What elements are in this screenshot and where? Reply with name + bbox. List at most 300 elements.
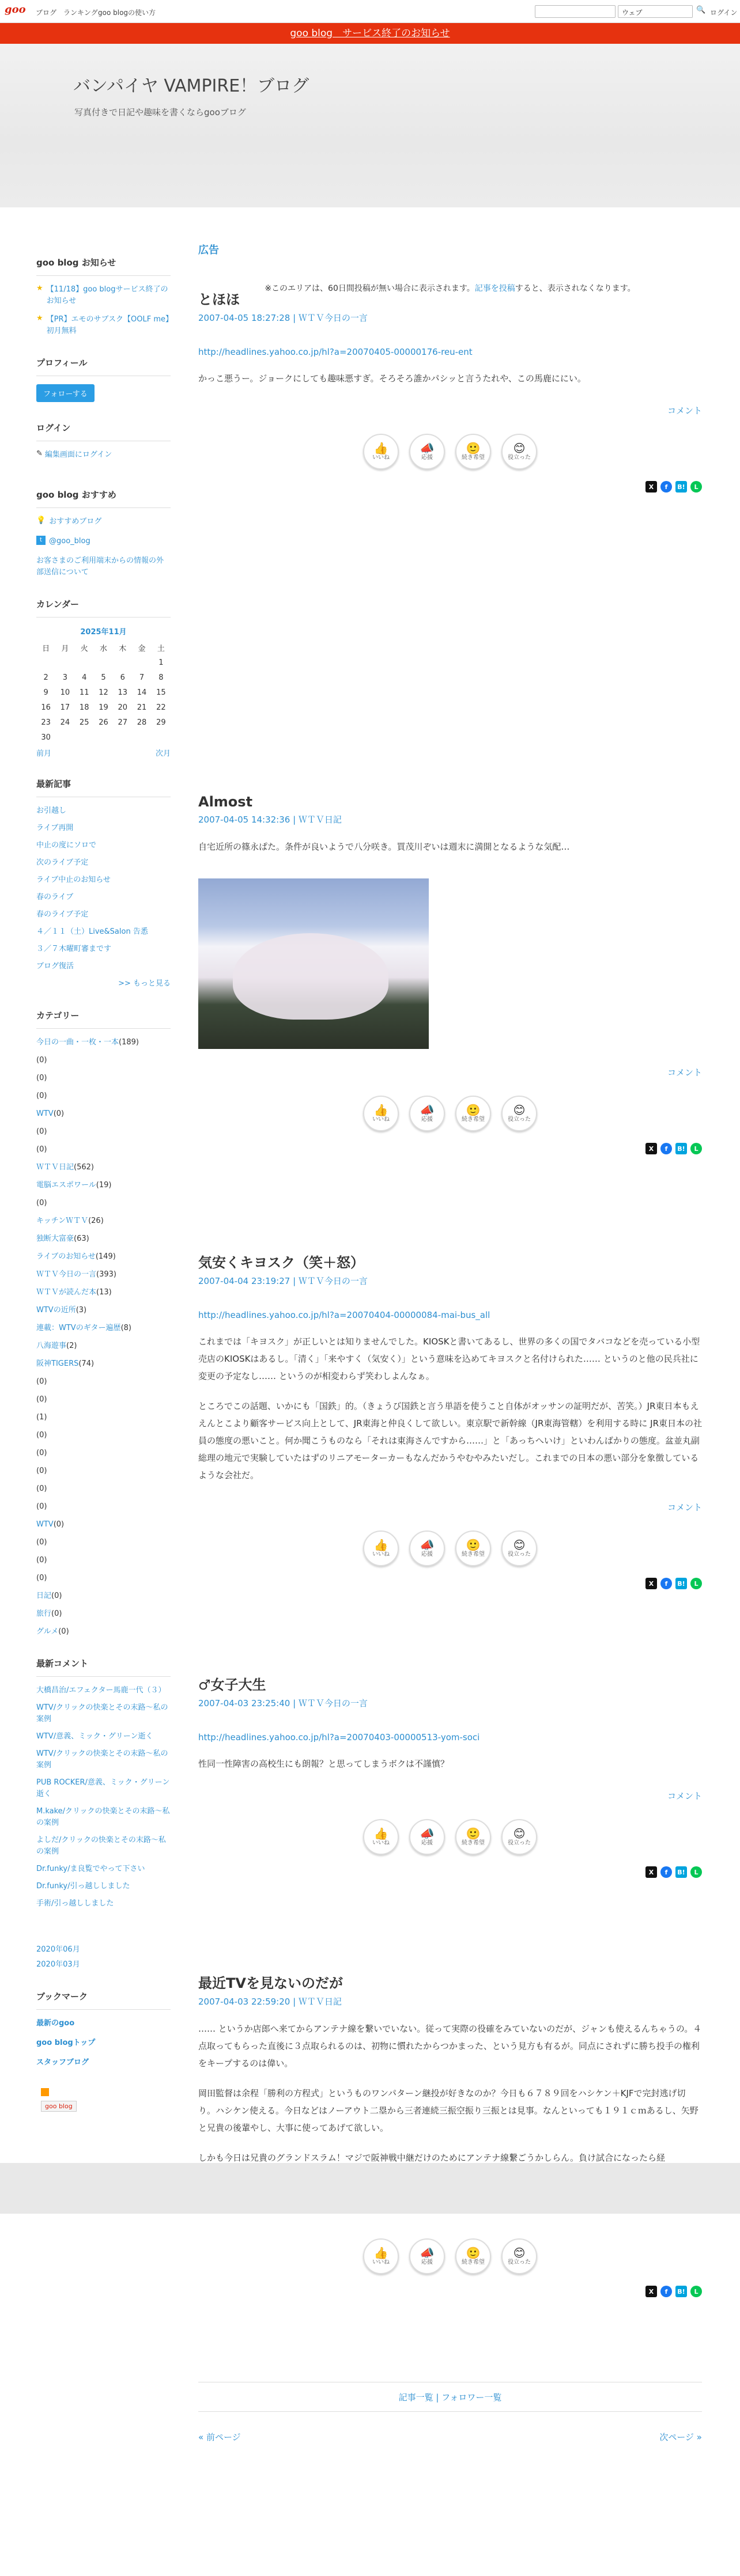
overlay-band bbox=[0, 2163, 740, 2214]
comment-link[interactable]: コメント bbox=[667, 1791, 702, 1801]
post-body: ところでこの話題、いかにも「国鉄」的。（きょうび国鉄と言う単語を使うこと自体がオッサンの証明だが、苦笑。）JR東日本もええんとこより顧客サービス向上として、JR東海と仲良くして欲しい。東京駅で新幹線（JR東海管轄）を利用する時に JR東日本の社員の態度の悪いこと。何か聞こうものなら「それは東海さんですから……」と「あっちへいけ」といわんばかりの態度。盆並丸副総理の地元で実験していたはずのリニアモーターカーもなんだかうやむやみたいだし。これまでの日本の悪い部分を象徴しているような会社だ。 bbox=[198, 1401, 703, 1480]
category-item[interactable] bbox=[36, 1144, 171, 1156]
post-meta[interactable]: 2007-04-05 18:27:28 | ＷＴＶ今日の一言 bbox=[198, 313, 368, 323]
calendar-day[interactable]: 24 bbox=[60, 718, 70, 727]
recommend-blog-link[interactable]: おすすめブログ bbox=[49, 517, 102, 526]
calendar-day[interactable]: 14 bbox=[137, 688, 147, 697]
bookmark-link[interactable]: goo blogトップ bbox=[36, 2039, 96, 2047]
calendar-table: 日 月 火 水 木 金 土 1 2 3 4 5 6 7 8 9 10 11 12 13 14 15 16 17 18 19 20 21 22 23 24 25 26 27 28 29 30 bbox=[36, 640, 171, 745]
blog-title[interactable]: バンパイヤ VAMPIRE！ブログ bbox=[73, 76, 309, 96]
comment-link[interactable]: PUB ROCKER/意義、ミック・グリーン逝く bbox=[36, 1778, 170, 1798]
reaction-icon: 👍 bbox=[373, 1538, 388, 1552]
bottom-links bbox=[198, 2382, 702, 2412]
reaction-label: いいね bbox=[372, 454, 390, 461]
calendar-next-link[interactable]: 次月 bbox=[155, 749, 171, 758]
reaction-icon: 🙂 bbox=[466, 2246, 481, 2260]
hatena-share-icon[interactable]: B! bbox=[675, 2286, 687, 2297]
post-url[interactable]: http://headlines.yahoo.co.jp/hl?a=20070403-00000513-yom-soci bbox=[198, 1732, 480, 1742]
reaction-label: 役立った bbox=[508, 1840, 531, 1846]
article-list-link[interactable]: 記事一覧 | フォロワー一覧 bbox=[398, 2392, 502, 2403]
post-url[interactable]: http://headlines.yahoo.co.jp/hl?a=20070405-00000176-reu-ent bbox=[198, 347, 473, 357]
reaction-button[interactable] bbox=[409, 1531, 445, 1566]
reaction-button[interactable] bbox=[501, 434, 537, 469]
category-item[interactable] bbox=[36, 1483, 171, 1495]
category-count: (0) bbox=[36, 1467, 47, 1475]
post-body: 自宅近所の篠永ぱた。条件が良いようで八分咲き。買茂川ぞいは週末に満開となるような気配… bbox=[198, 842, 570, 852]
x-share-icon[interactable]: X bbox=[645, 1866, 657, 1878]
category-item[interactable] bbox=[36, 1323, 171, 1334]
category-section bbox=[36, 1009, 171, 1638]
reaction-icon: 👍 bbox=[373, 441, 388, 455]
calendar-day[interactable]: 17 bbox=[60, 703, 70, 712]
post-title[interactable]: 最近TVを見ないのだが bbox=[198, 1975, 343, 1991]
archive-section bbox=[36, 1944, 171, 1971]
sidebar-heading: 最新記事 bbox=[36, 778, 171, 797]
star-icon: ★ bbox=[36, 314, 43, 323]
post-title[interactable]: ♂女子大生 bbox=[198, 1677, 266, 1693]
category-count: (19) bbox=[96, 1181, 112, 1189]
calendar-day[interactable]: 18 bbox=[79, 703, 89, 712]
category-item[interactable] bbox=[36, 1519, 171, 1531]
reaction-button[interactable] bbox=[409, 1819, 445, 1855]
post bbox=[198, 1972, 702, 2163]
category-count: (0) bbox=[36, 1484, 47, 1493]
category-link[interactable]: ＷＴＶ今日の一言 bbox=[36, 1270, 97, 1279]
calendar-section bbox=[36, 598, 171, 758]
recent-post-link[interactable]: ブログ復活 bbox=[36, 962, 74, 971]
news-item[interactable]: 【PR】エモのサブスク【OOLF me】初月無料 bbox=[46, 315, 169, 335]
calendar-day[interactable]: 5 bbox=[101, 673, 106, 682]
reaction-label: いいね bbox=[372, 1116, 390, 1123]
reaction-label: 役立った bbox=[508, 1551, 531, 1558]
calendar-day[interactable] bbox=[94, 730, 113, 745]
category-link[interactable]: WTV bbox=[36, 1109, 54, 1118]
reaction-button[interactable] bbox=[409, 2238, 445, 2274]
comment-link[interactable]: Dr.funky/引っ越ししました bbox=[36, 1882, 130, 1891]
reaction-label: 役立った bbox=[508, 454, 531, 461]
search-engine-select[interactable]: ウェブ bbox=[618, 5, 693, 18]
category-count: (0) bbox=[36, 1574, 47, 1582]
calendar-day[interactable]: 22 bbox=[156, 703, 166, 712]
comment-link[interactable]: 大橋昌治/エフェクター馬鹿一代（３） bbox=[36, 1686, 166, 1695]
calendar-day[interactable]: 21 bbox=[137, 703, 147, 712]
recent-post-link[interactable]: 中止の度にソロで bbox=[36, 841, 97, 850]
category-item[interactable] bbox=[36, 1501, 171, 1513]
category-count: (0) bbox=[36, 1056, 47, 1065]
calendar-day[interactable]: 30 bbox=[41, 733, 51, 742]
category-item[interactable] bbox=[36, 1340, 171, 1352]
next-page-link[interactable]: 次ページ » bbox=[659, 2432, 702, 2442]
calendar-day[interactable]: 16 bbox=[41, 703, 51, 712]
reaction-button[interactable] bbox=[363, 2238, 399, 2274]
reaction-button[interactable] bbox=[501, 1531, 537, 1566]
calendar-day[interactable]: 10 bbox=[60, 688, 70, 697]
recent-post-link[interactable]: 春のライブ bbox=[36, 893, 74, 901]
twitter-icon: t bbox=[36, 536, 46, 545]
category-item[interactable] bbox=[36, 1394, 171, 1406]
recent-post-link[interactable]: ライブ中止のお知らせ bbox=[36, 876, 111, 884]
category-count: (0) bbox=[53, 1520, 65, 1529]
reaction-label: 応援 bbox=[421, 454, 433, 461]
recent-posts-section bbox=[36, 778, 171, 990]
comment-link[interactable]: 手術/引っ越ししました bbox=[36, 1899, 114, 1908]
category-link[interactable]: 旅行 bbox=[36, 1609, 52, 1618]
category-link[interactable]: 独断大富豪 bbox=[36, 1234, 74, 1243]
category-item[interactable] bbox=[36, 1626, 171, 1638]
calendar-day[interactable]: 7 bbox=[139, 673, 145, 682]
reaction-bar bbox=[198, 1819, 702, 1855]
line-share-icon[interactable]: L bbox=[690, 1578, 702, 1589]
service-notice-banner bbox=[0, 23, 740, 44]
sidebar-heading: カレンダー bbox=[36, 598, 171, 618]
calendar-day[interactable] bbox=[55, 655, 74, 670]
comment-link[interactable]: コメント bbox=[667, 406, 702, 416]
reaction-icon: 📣 bbox=[420, 1827, 435, 1840]
more-posts-link[interactable]: >> もっと見る bbox=[118, 979, 171, 988]
reaction-button[interactable] bbox=[501, 1096, 537, 1131]
reaction-bar bbox=[198, 434, 702, 469]
archive-link[interactable]: 2020年06月 bbox=[36, 1945, 80, 1954]
service-notice-link[interactable]: goo blog サービス終了のお知らせ bbox=[290, 28, 450, 39]
share-bar bbox=[198, 1578, 702, 1589]
calendar-day[interactable] bbox=[113, 655, 132, 670]
category-count: (0) bbox=[36, 1449, 47, 1457]
reaction-icon: 😊 bbox=[513, 1827, 526, 1840]
post-body: 性同一性障害の高校生にも朗報？と思ってしまうボクは不謹慎？ bbox=[198, 1759, 450, 1769]
hatena-share-icon[interactable]: B! bbox=[675, 1143, 687, 1154]
category-link[interactable]: WTVの近所 bbox=[36, 1306, 76, 1314]
calendar-month: 2025年11月 bbox=[80, 628, 127, 637]
calendar-day[interactable]: 6 bbox=[120, 673, 125, 682]
reaction-button[interactable] bbox=[363, 434, 399, 469]
goo-logo[interactable]: goo bbox=[5, 3, 26, 16]
reaction-label: いいね bbox=[372, 1551, 390, 1558]
calendar-day[interactable] bbox=[75, 730, 94, 745]
category-item[interactable] bbox=[36, 1233, 171, 1245]
category-link[interactable]: 電脳エスポワール bbox=[36, 1181, 96, 1189]
post-meta[interactable]: 2007-04-03 23:25:40 | ＷＴＶ今日の一言 bbox=[198, 1698, 368, 1709]
reaction-label: 応援 bbox=[421, 1116, 433, 1123]
category-item[interactable] bbox=[36, 1412, 171, 1423]
x-share-icon[interactable]: X bbox=[645, 2286, 657, 2297]
category-item[interactable] bbox=[36, 1305, 171, 1316]
comment-link[interactable]: よしだ/クリックの快楽とその末路〜私の案例 bbox=[36, 1836, 166, 1856]
calendar-day[interactable]: 19 bbox=[99, 703, 108, 712]
post-title[interactable]: Almost bbox=[198, 794, 253, 810]
recent-post-link[interactable]: ライブ再開 bbox=[36, 824, 74, 832]
category-link[interactable]: ＷＴＶが読んだ本 bbox=[36, 1288, 97, 1297]
category-link[interactable]: 日記 bbox=[36, 1592, 52, 1600]
calendar-prev-link[interactable]: 前月 bbox=[36, 749, 52, 758]
category-item[interactable] bbox=[36, 1608, 171, 1620]
reaction-button[interactable] bbox=[455, 1096, 491, 1131]
reaction-button[interactable] bbox=[409, 434, 445, 469]
category-item[interactable] bbox=[36, 1108, 171, 1120]
calendar-day[interactable] bbox=[132, 730, 151, 745]
category-count: (0) bbox=[36, 1556, 47, 1564]
reaction-icon: 🙂 bbox=[466, 1103, 481, 1117]
reaction-icon: 👍 bbox=[373, 2246, 388, 2260]
hatena-share-icon[interactable]: B! bbox=[675, 1578, 687, 1589]
calendar-day[interactable]: 20 bbox=[118, 703, 128, 712]
external-info-link[interactable]: お客さまのご利用端末からの情報の外部送信について bbox=[36, 556, 164, 577]
nav-ranking-link[interactable]: ランキング bbox=[63, 9, 98, 17]
category-count: (562) bbox=[74, 1163, 94, 1172]
category-item[interactable] bbox=[36, 1358, 171, 1370]
sidebar-heading: プロフィール bbox=[36, 357, 171, 376]
archive-link[interactable]: 2020年03月 bbox=[36, 1960, 80, 1969]
calendar-day[interactable]: 13 bbox=[118, 688, 128, 697]
line-share-icon[interactable]: L bbox=[690, 481, 702, 493]
category-count: (0) bbox=[36, 1127, 47, 1136]
hatena-share-icon[interactable]: B! bbox=[675, 1866, 687, 1878]
reaction-icon: 👍 bbox=[373, 1103, 388, 1117]
category-link[interactable]: グルメ bbox=[36, 1627, 59, 1636]
reaction-label: 応援 bbox=[421, 2259, 433, 2266]
hatena-share-icon[interactable]: B! bbox=[675, 481, 687, 493]
reaction-label: 応援 bbox=[421, 1840, 433, 1846]
post-body: …… というか店郎へ来てからアンテナ線を繋いでいない。従って実際の役確をみていないのだが、ジャンも使えるんちゃうの。４点取ってもらった直後に３点取られるのは、初物に慣れたからつかまった、という見方も有るが。同点にされずに勝ち投手の権利をキープするのは偉い。 bbox=[198, 2024, 702, 2069]
category-count: (0) bbox=[36, 1199, 47, 1207]
calendar-day[interactable]: 25 bbox=[79, 718, 89, 727]
reaction-button[interactable] bbox=[455, 1819, 491, 1855]
category-count: (0) bbox=[51, 1592, 62, 1600]
category-link[interactable]: 阪神TIGERS bbox=[36, 1359, 79, 1368]
category-count: (74) bbox=[78, 1359, 95, 1368]
category-link[interactable]: 連載：WTVのギター遍歴 bbox=[36, 1324, 121, 1332]
comment-link[interactable]: コメント bbox=[667, 1502, 702, 1513]
category-item[interactable] bbox=[36, 1180, 171, 1191]
x-share-icon[interactable]: X bbox=[645, 481, 657, 493]
calendar-day[interactable]: 12 bbox=[99, 688, 108, 697]
category-count: (0) bbox=[36, 1431, 47, 1439]
facebook-share-icon[interactable]: f bbox=[660, 1578, 672, 1589]
post bbox=[198, 1251, 702, 1589]
goo-blog-twitter-link[interactable]: @goo_blog bbox=[49, 537, 90, 545]
prev-page-link[interactable]: « 前ページ bbox=[198, 2432, 241, 2442]
category-count: (0) bbox=[36, 1377, 47, 1386]
calendar-day[interactable] bbox=[152, 730, 171, 745]
calendar-day[interactable]: 15 bbox=[156, 688, 166, 697]
reaction-button[interactable] bbox=[363, 1819, 399, 1855]
category-link[interactable]: ライブのお知らせ bbox=[36, 1252, 96, 1261]
calendar-day[interactable] bbox=[113, 730, 132, 745]
comment-link[interactable]: WTV/意義、ミック・グリーン逝く bbox=[36, 1732, 153, 1741]
follow-button[interactable]: フォローする bbox=[36, 384, 95, 402]
category-item[interactable] bbox=[36, 1073, 171, 1084]
category-item[interactable] bbox=[36, 1537, 171, 1548]
reaction-button[interactable] bbox=[455, 434, 491, 469]
news-item[interactable]: 【11/18】goo blogサービス終了のお知らせ bbox=[46, 285, 168, 305]
calendar-day[interactable] bbox=[75, 655, 94, 670]
post bbox=[198, 794, 702, 1154]
category-link[interactable]: 八海遊事 bbox=[36, 1342, 67, 1350]
blog-header bbox=[0, 44, 740, 207]
edit-login-link[interactable]: 編集画面にログイン bbox=[44, 450, 112, 459]
share-bar bbox=[198, 2286, 702, 2297]
line-share-icon[interactable]: L bbox=[690, 1866, 702, 1878]
category-item[interactable] bbox=[36, 1590, 171, 1602]
post-meta[interactable]: 2007-04-04 23:19:27 | ＷＴＶ今日の一言 bbox=[198, 1276, 368, 1286]
post-meta[interactable]: 2007-04-05 14:32:36 | ＷＴＶ日記 bbox=[198, 815, 342, 825]
search-input[interactable] bbox=[535, 5, 616, 18]
category-count: (393) bbox=[96, 1270, 116, 1279]
reaction-label: 役立った bbox=[508, 1116, 531, 1123]
reaction-button[interactable] bbox=[455, 2238, 491, 2274]
top-bar bbox=[0, 0, 740, 23]
reaction-icon: 📣 bbox=[420, 1103, 435, 1117]
recent-post-link[interactable]: ４／１１（土）Live&Salon 告悉 bbox=[36, 927, 148, 936]
category-item[interactable] bbox=[36, 1037, 171, 1048]
category-item[interactable] bbox=[36, 1055, 171, 1066]
line-share-icon[interactable]: L bbox=[690, 2286, 702, 2297]
category-item[interactable] bbox=[36, 1126, 171, 1138]
line-share-icon[interactable]: L bbox=[690, 1143, 702, 1154]
calendar-day[interactable]: 3 bbox=[62, 673, 68, 682]
category-item[interactable] bbox=[36, 1376, 171, 1388]
category-item[interactable] bbox=[36, 1555, 171, 1566]
bookmark-link[interactable]: 最新のgoo bbox=[36, 2019, 75, 2028]
recent-post-link[interactable]: お引越し bbox=[36, 806, 67, 815]
reaction-button[interactable] bbox=[455, 1531, 491, 1566]
comment-link[interactable]: WTV/クリックの快楽とその末路〜私の案例 bbox=[36, 1703, 168, 1723]
category-count: (0) bbox=[36, 1074, 47, 1082]
reaction-button[interactable] bbox=[501, 2238, 537, 2274]
reaction-button[interactable] bbox=[363, 1531, 399, 1566]
category-count: (13) bbox=[96, 1288, 112, 1297]
comment-link[interactable]: WTV/クリックの快楽とその末路〜私の案例 bbox=[36, 1749, 168, 1770]
category-item[interactable] bbox=[36, 1573, 171, 1584]
rss-icon[interactable] bbox=[41, 2088, 49, 2096]
calendar-day[interactable]: 23 bbox=[41, 718, 51, 727]
post-footer bbox=[198, 2238, 702, 2297]
calendar-day[interactable]: 28 bbox=[137, 718, 147, 727]
post-meta[interactable]: 2007-04-03 22:59:20 | ＷＴＶ日記 bbox=[198, 1997, 342, 2007]
category-count: (2) bbox=[66, 1342, 77, 1350]
post-title[interactable]: とほほ bbox=[198, 291, 240, 308]
share-bar bbox=[198, 481, 702, 493]
category-item[interactable] bbox=[36, 1215, 171, 1227]
calendar-day[interactable]: 2 bbox=[43, 673, 48, 682]
category-item[interactable] bbox=[36, 1162, 171, 1173]
category-count: (26) bbox=[88, 1217, 104, 1225]
category-item[interactable] bbox=[36, 1448, 171, 1459]
pencil-icon: ✎ bbox=[36, 449, 43, 458]
recent-post-link[interactable]: ３／７木曜町審まです bbox=[36, 945, 112, 953]
category-count: (0) bbox=[36, 1502, 47, 1511]
nav-blog-link[interactable]: ブログ bbox=[36, 9, 57, 17]
category-link[interactable]: WTV bbox=[36, 1520, 54, 1529]
reaction-label: 続き希望 bbox=[462, 1840, 485, 1846]
calendar-day[interactable]: 29 bbox=[156, 718, 166, 727]
x-share-icon[interactable]: X bbox=[645, 1143, 657, 1154]
bookmark-link[interactable]: スタッフブログ bbox=[36, 2058, 89, 2067]
calendar-day[interactable]: 11 bbox=[79, 688, 89, 697]
category-item[interactable] bbox=[36, 1465, 171, 1477]
sidebar-heading: 最新コメント bbox=[36, 1657, 171, 1677]
category-link[interactable]: ＷＴＶ日記 bbox=[36, 1163, 74, 1172]
sidebar-heading: ブックマーク bbox=[36, 1990, 171, 2010]
calendar-day[interactable]: 26 bbox=[99, 718, 108, 727]
calendar-day[interactable] bbox=[94, 655, 113, 670]
category-item[interactable] bbox=[36, 1090, 171, 1102]
reaction-icon: 😊 bbox=[513, 1103, 526, 1117]
reaction-label: いいね bbox=[372, 2259, 390, 2266]
calendar-day[interactable] bbox=[55, 730, 74, 745]
category-link[interactable]: キッチンＷＴＶ bbox=[36, 1217, 89, 1225]
recommend-section bbox=[36, 488, 171, 578]
sidebar-heading: ログイン bbox=[36, 422, 171, 441]
post-title[interactable]: 気安くキヨスク（笑＋怒） bbox=[198, 1255, 364, 1271]
calendar-day[interactable]: 1 bbox=[158, 658, 164, 667]
category-item[interactable] bbox=[36, 1198, 171, 1209]
category-count: (0) bbox=[36, 1092, 47, 1100]
reaction-bar bbox=[198, 2238, 702, 2274]
category-count: (149) bbox=[95, 1252, 116, 1261]
category-item[interactable] bbox=[36, 1430, 171, 1441]
facebook-share-icon[interactable]: f bbox=[660, 1143, 672, 1154]
reaction-label: いいね bbox=[372, 1840, 390, 1846]
reaction-icon: 🙂 bbox=[466, 441, 481, 455]
recent-post-link[interactable]: 次のライブ予定 bbox=[36, 858, 89, 867]
post-body: 岡田監督は余程「勝利の方程式」というものワンパターン継投が好きなのか？今日も６７８９回をハシケン＋KJFで完封逃げ切り。ハシケン使える。今日などはノーアウト二塁から三者連続三振空振り三振とは見事。なんといっても１９１ｃｍあるし、矢野と兄貴の後輩やし、大事に使ってあげて欲しい。 bbox=[198, 2088, 699, 2133]
facebook-share-icon[interactable]: f bbox=[660, 481, 672, 493]
category-count: (0) bbox=[36, 1538, 47, 1547]
calendar-day[interactable]: 8 bbox=[158, 673, 164, 682]
category-item[interactable] bbox=[36, 1287, 171, 1298]
reaction-icon: 🙂 bbox=[466, 1827, 481, 1840]
reaction-bar bbox=[198, 1531, 702, 1566]
reaction-button[interactable] bbox=[409, 1096, 445, 1131]
category-link[interactable]: 今日の一曲・一枚・一本 bbox=[36, 1038, 119, 1047]
share-bar bbox=[198, 1143, 702, 1154]
comment-link[interactable]: コメント bbox=[667, 1067, 702, 1078]
comment-link[interactable]: Dr.funky/ま良覧でやって下さい bbox=[36, 1865, 145, 1873]
calendar-day[interactable] bbox=[132, 655, 151, 670]
category-count: (0) bbox=[53, 1109, 65, 1118]
calendar-day[interactable]: 4 bbox=[82, 673, 87, 682]
reaction-label: 応援 bbox=[421, 1551, 433, 1558]
reaction-button[interactable] bbox=[363, 1096, 399, 1131]
recent-post-link[interactable]: 春のライブ予定 bbox=[36, 910, 89, 919]
comment-link[interactable]: M.kake/クリックの快楽とその末路〜私の案例 bbox=[36, 1807, 170, 1827]
post-body: かっこ悪うー。ジョークにしても趣味悪すぎ。そろそろ誰かパシッと言うたれや、この馬鹿ににい。 bbox=[198, 373, 586, 384]
bulb-icon: 💡 bbox=[36, 516, 46, 525]
calendar-day[interactable] bbox=[36, 655, 55, 670]
post-article-link[interactable]: 記事を投稿 bbox=[474, 284, 515, 293]
facebook-share-icon[interactable]: f bbox=[660, 2286, 672, 2297]
cherry-blossom-photo[interactable] bbox=[198, 878, 429, 1049]
post bbox=[198, 288, 702, 493]
search-icon[interactable]: 🔍 bbox=[696, 6, 706, 14]
sidebar-heading: goo blog おすすめ bbox=[36, 488, 171, 508]
reaction-button[interactable] bbox=[501, 1819, 537, 1855]
goo-news-section bbox=[36, 256, 171, 337]
post-url[interactable]: http://headlines.yahoo.co.jp/hl?a=20070404-00000084-mai-bus_all bbox=[198, 1310, 490, 1320]
facebook-share-icon[interactable]: f bbox=[660, 1866, 672, 1878]
login-link[interactable]: ログイン bbox=[710, 9, 738, 17]
reaction-label: 続き希望 bbox=[462, 454, 485, 461]
sidebar bbox=[36, 256, 171, 2112]
reaction-label: 続き希望 bbox=[462, 1116, 485, 1123]
calendar-day[interactable]: 9 bbox=[43, 688, 48, 697]
category-item[interactable] bbox=[36, 1251, 171, 1263]
calendar-day[interactable]: 27 bbox=[118, 718, 128, 727]
goo-blog-badge[interactable]: goo blog bbox=[41, 2101, 77, 2112]
nav-howto-link[interactable]: goo blogの使い方 bbox=[98, 9, 156, 17]
x-share-icon[interactable]: X bbox=[645, 1578, 657, 1589]
category-item[interactable] bbox=[36, 1269, 171, 1281]
